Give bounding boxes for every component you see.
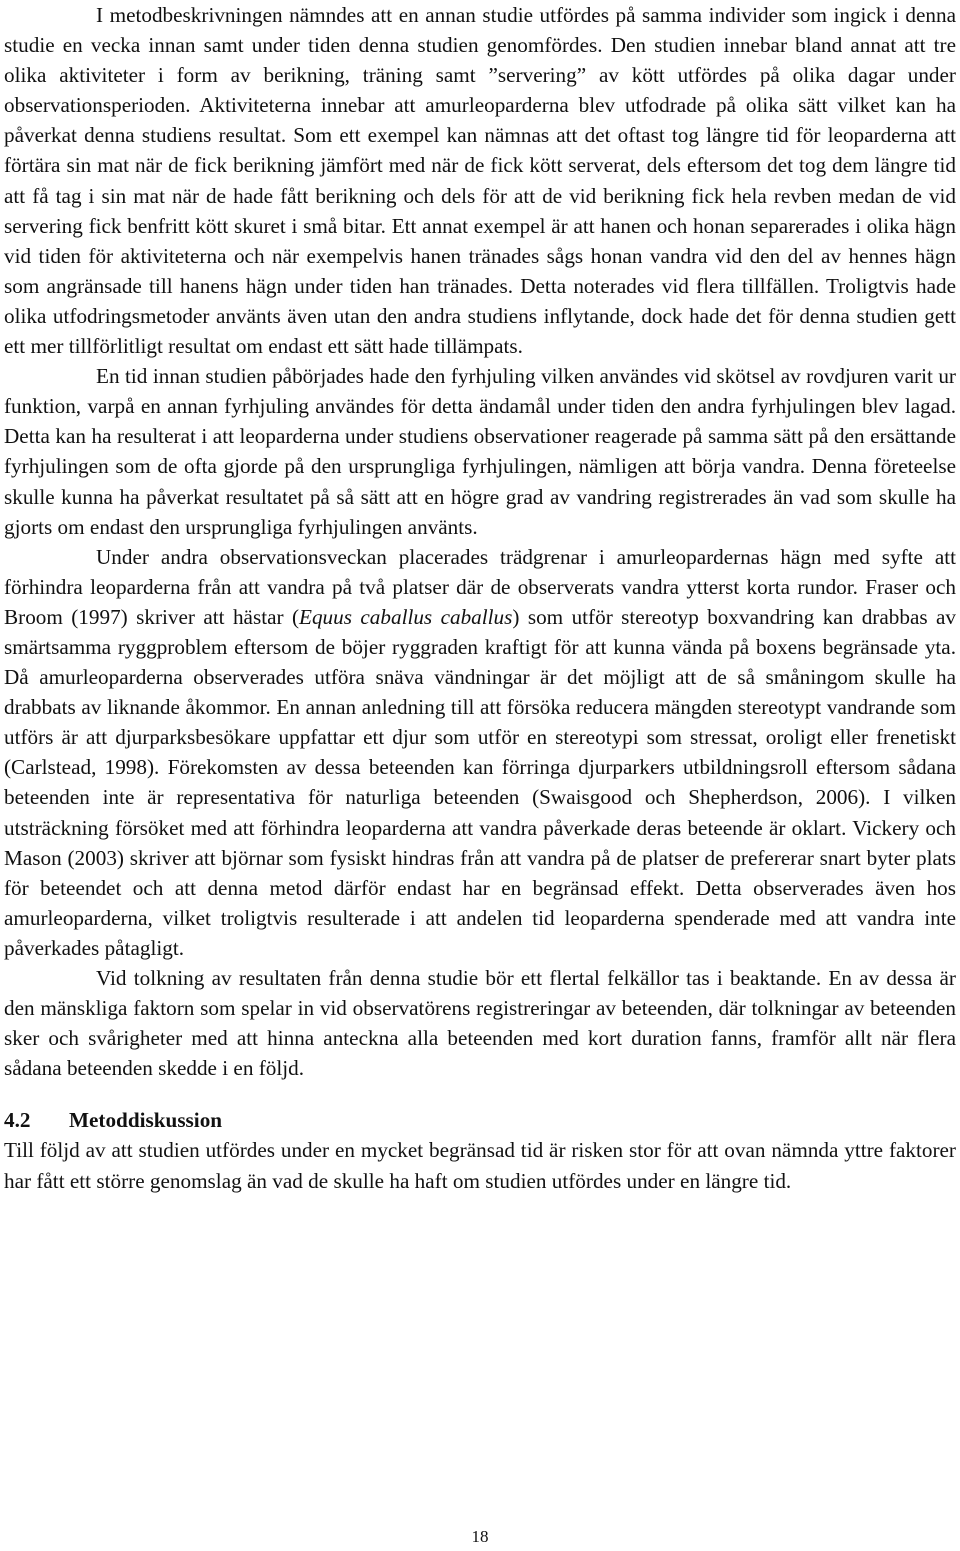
page-number: 18: [471, 1527, 489, 1546]
section-title: Metoddiskussion: [69, 1108, 223, 1133]
section-heading: [4, 1105, 956, 1135]
paragraph-error-sources: [4, 963, 956, 1083]
document-page: [4, 0, 956, 1196]
paragraph-text: Till följd av att studien utfördes under en mycket begränsad tid är risken stor för att ovan nämnda yttre faktorer har fått ett större genomslag än vad de skulle ha haft om studien utfördes under en längre tid.: [4, 1138, 956, 1193]
paragraph-text: Vid tolkning av resultaten från denna studie bör ett flertal felkällor tas i beaktande. En av dessa är den mänskliga faktorn som spelar in vid observatörens registreringar av beteenden, där tolkningar av beteenden sker och svårigheter med att hinna anteckna alla beteenden med kort duration fanns, framför allt när flera sådana beteenden skedde i en följd.: [4, 966, 956, 1081]
paragraph-text: En tid innan studien påbörjades hade den fyrhjuling vilken användes vid skötsel av rovdjuren varit ur funktion, varpå en annan fyrhjuling användes för detta ändamål under tiden den andra fyrhjulingen blev lagad. Detta kan ha resulterat i att leoparderna under studiens observationer reagerade på samma sätt på den ersättande fyrhjulingen som de ofta gjorde på den ursprungliga fyrhjulingen, nämligen att börja vandra. Denna företeelse skulle kunna ha påverkat resultatet på så sätt att en högre grad av vandring registrerades än vad som skulle ha gjorts om endast den ursprungliga fyrhjulingen använts.: [4, 364, 956, 539]
species-name-italic: Equus caballus caballus: [299, 604, 513, 629]
paragraph-branches: [4, 542, 956, 963]
paragraph-quad-bike: [4, 361, 956, 542]
paragraph-text: ) som utför stereotyp boxvandring kan drabbas av smärtsamma ryggproblem eftersom de böjer ryggraden kraftigt för att kunna vända på boxens begränsade yta. Då amurleoparderna observerades utföra snäva vändningar är det möjligt att de så småningom skulle ha drabbats av liknande åkommor. En annan anledning till att försöka reducera mängden stereotypt vandrande som utförs är att djurparksbesökare uppfattar ett djur som utför en stereotypi som stressat, oroligt eller frenetiskt (Carlstead, 1998). Förekomsten av dessa beteenden kan förringa djurparkers utbildningsroll eftersom sådana beteenden inte är representativa för naturliga beteenden (Swaisgood och Shepherdson, 2006). I vilken utsträckning försöket med att förhindra leoparderna att vandra påverkade deras beteende är oklart. Vickery och Mason (2003) skriver att björnar som fysiskt hindras från att vandra på de platser de prefererar snart byter plats för beteendet och att denna metod därför endast har en begränsad effekt. Detta observerades även hos amurleoparderna, vilket troligtvis resulterade i att andelen tid leoparderna spenderade med att vandra inte påverkades påtagligt.: [4, 604, 956, 960]
paragraph-text: Under andra observationsveckan placerades trädgrenar i amurleopardernas hägn med syfte att förhindra leoparderna från att vandra på två platser där de observerats vandra ytterst korta rundor. Fraser och Broom (1997) skriver att hästar (: [4, 544, 956, 629]
section-body: [4, 1135, 956, 1195]
paragraph-other-study: [4, 0, 956, 361]
paragraph-text: I metodbeskrivningen nämndes att en annan studie utfördes på samma individer som ingick i denna studie en vecka innan samt under tiden denna studien genomfördes. Den studien innebar bland annat att tre olika aktiviteter i form av berikning, träning samt ”servering” av kött utfördes på olika dagar under observationsperioden. Aktiviteterna innebar att amurleoparderna blev utfodrade på olika sätt vilket kan ha påverkat denna studiens resultat. Som ett exempel kan nämnas att det oftast tog längre tid för leoparderna att förtära sin mat när de fick berikning jämfört med när de fick kött serverat, dels eftersom det tog dem längre tid att få tag i sin mat när de hade fått berikning och dels för att de vid berikning fick hela revben medan de vid servering fick benfritt kött skuret i små bitar. Ett annat exempel är att hanen och honan separerades i olika hägn vid tiden för aktiviteterna och när exempelvis hanen tränades sågs honan vandra vid den del av hennes hägn som angränsade till hanens hägn under tiden han tränades. Detta noterades vid flera tillfällen. Troligtvis hade olika utfodringsmetoder använts även utan den andra studiens inflytande, dock hade det för denna studien gett ett mer tillförlitligt resultat om endast ett sätt hade tillämpats.: [4, 3, 956, 359]
section-number: 4.2: [4, 1108, 31, 1133]
